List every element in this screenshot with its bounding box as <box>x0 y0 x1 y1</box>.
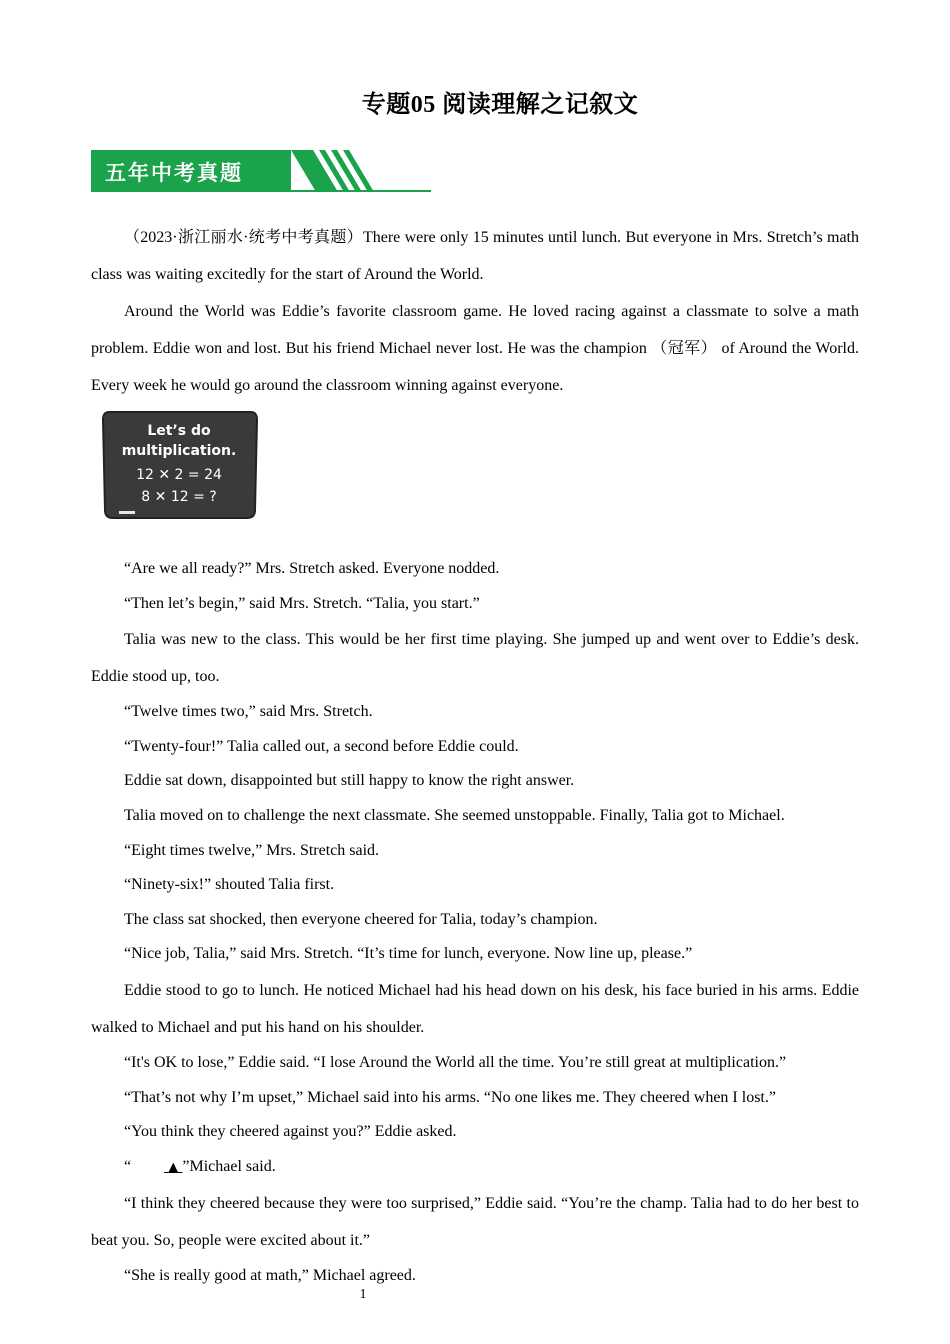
paragraph: （2023·浙江丽水·统考中考真题）There were only 15 minutes until lunch. But everyone in Mrs. Stretch’s math class was waiting excitedly for the start of Around the World. <box>91 229 859 283</box>
board-line-3: 12 ✕ 2 = 24 <box>136 467 222 483</box>
article <box>91 219 859 1294</box>
paragraph: Eddie sat down, disappointed but still happy to know the right answer. <box>124 772 575 790</box>
paragraph: Around the World was Eddie’s favorite classroom game. He loved racing against a classmate to solve a math problem. Eddie won and lost. But his friend Michael never lost. He was the champion （冠军） of Around the World. Every week he would go around the classroom winning against everyone. <box>91 303 859 394</box>
chalkboard-image <box>101 410 259 520</box>
open-quote: “ <box>124 1157 132 1175</box>
illustration <box>91 404 859 552</box>
board-line-2: multiplication. <box>121 443 237 459</box>
paragraph: “Twelve times two,” said Mrs. Stretch. <box>124 703 373 721</box>
section-banner <box>91 150 431 194</box>
paragraph: “You think they cheered against you?” Eddie asked. <box>124 1123 457 1141</box>
paragraph: Talia moved on to challenge the next classmate. She seemed unstoppable. Finally, Talia got to Michael. <box>124 806 785 824</box>
page-number: 1 <box>359 1287 367 1302</box>
paragraph: “Are we all ready?” Mrs. Stretch asked. Everyone nodded. <box>124 560 500 577</box>
paragraph: The class sat shocked, then everyone cheered for Talia, today’s champion. <box>124 910 598 928</box>
board-line-4: 8 ✕ 12 = ? <box>141 489 217 505</box>
paragraph-with-blank <box>91 1150 859 1186</box>
paragraph: “I think they cheered because they were too surprised,” Eddie said. “You’re the champ. Talia had to do her best to beat you. So, people were excited about it.” <box>91 1195 859 1250</box>
paragraph: “Ninety-six!” shouted Talia first. <box>124 876 335 894</box>
paragraph: Talia was new to the class. This would be her first time playing. She jumped up and went over to Eddie’s desk. Eddie stood up, too. <box>91 631 859 686</box>
board-line-1: Let’s do <box>147 423 211 439</box>
answer-blank <box>131 1151 182 1186</box>
banner-label: 五年中考真题 <box>105 161 243 185</box>
page-title: 专题05 阅读理解之记叙文 <box>361 92 639 118</box>
paragraph: “Then let’s begin,” said Mrs. Stretch. “Talia, you start.” <box>124 594 480 612</box>
paragraph: “Twenty-four!” Talia called out, a second before Eddie could. <box>124 737 519 755</box>
paragraph: “Nice job, Talia,” said Mrs. Stretch. “It’s time for lunch, everyone. Now line up, please.” <box>124 945 693 963</box>
paragraph: “That’s not why I’m upset,” Michael said into his arms. “No one likes me. They cheered when I lost.” <box>124 1088 776 1106</box>
blank-marker-icon: ▲ <box>168 1159 179 1175</box>
paragraph: “It's OK to lose,” Eddie said. “I lose Around the World all the time. You’re still great at multiplication.” <box>124 1053 787 1071</box>
blank-paragraph-text: ”Michael said. <box>182 1157 276 1175</box>
paragraph: “She is really good at math,” Michael agreed. <box>124 1267 416 1285</box>
paragraph: “Eight times twelve,” Mrs. Stretch said. <box>124 841 380 859</box>
paragraph: Eddie stood to go to lunch. He noticed Michael had his head down on his desk, his face buried in his arms. Eddie walked to Michael and put his hand on his shoulder. <box>91 981 859 1036</box>
